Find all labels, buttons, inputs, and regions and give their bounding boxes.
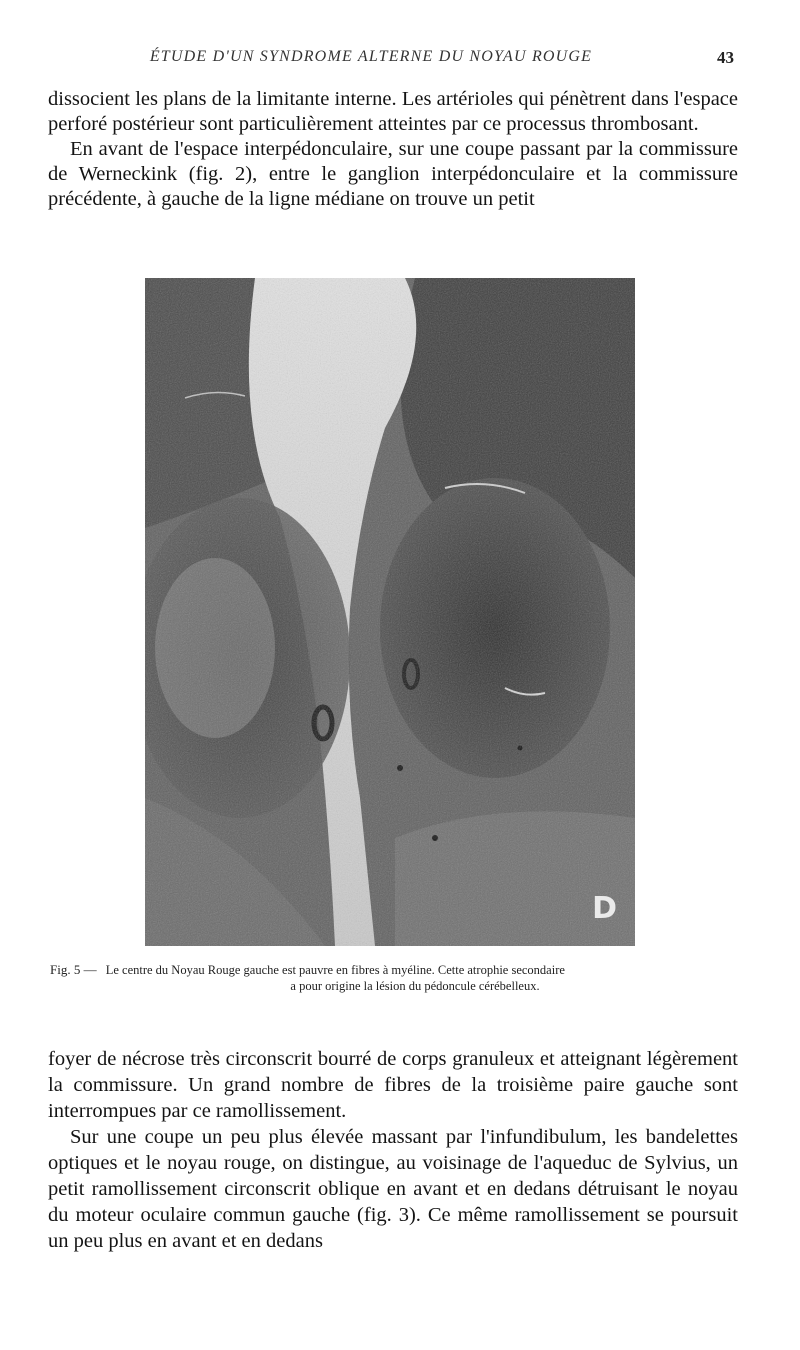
paragraph-infundibulum: Sur une coupe un peu plus élevée massant par l'infundibulum, les bandelettes optiques et le noyau rouge, on distingue, au voisinage de l'aqueduc de Sylvius, un petit ramollissement circonscrit oblique en avant et en dedans détruisant le noyau du moteur oculaire commun gauche (fig. 3). Ce même ramollissement se poursuit un peu plus en avant et en dedans: [48, 1126, 738, 1252]
paragraph-continuation: dissocient les plans de la limitante interne. Les artérioles qui pénètrent dans l'espace perforé postérieur sont particulièrement atteintes par ce processus thrombosant.: [48, 88, 738, 135]
figure-corner-mark: D: [592, 891, 617, 926]
caption-line-2: a pour origine la lésion du pédoncule cérébelleux.: [290, 979, 540, 993]
page-number: 43: [717, 48, 734, 67]
caption-label: Fig. 5 —: [50, 962, 97, 977]
paragraph-foyer: foyer de nécrose très circonscrit bourré de corps granuleux et atteignant légèrement la commissure. Un grand nombre de fibres de la troisième paire gauche sont interrompues par ce ramollissement.: [48, 1048, 738, 1122]
paragraph-werneckink: En avant de l'espace interpédonculaire, sur une coupe passant par la commissure de Werneckink (fig. 2), entre le ganglion interpédonculaire et la commissure précédente, à gauche de la ligne médiane on trouve un petit: [48, 138, 738, 210]
caption-line-1: [50, 962, 740, 978]
body-text-bottom: [48, 1046, 738, 1254]
running-head: [48, 48, 734, 74]
figure-caption: [50, 962, 740, 994]
micrograph-image: [145, 278, 635, 946]
running-title: ÉTUDE D'UN SYNDROME ALTERNE DU NOYAU ROUGE: [149, 48, 593, 65]
body-text-top: [48, 87, 738, 212]
figure-micrograph: [145, 278, 635, 946]
caption-text-1: Le centre du Noyau Rouge gauche est pauvre en fibres à myéline. Cette atrophie secondaire: [105, 963, 565, 977]
